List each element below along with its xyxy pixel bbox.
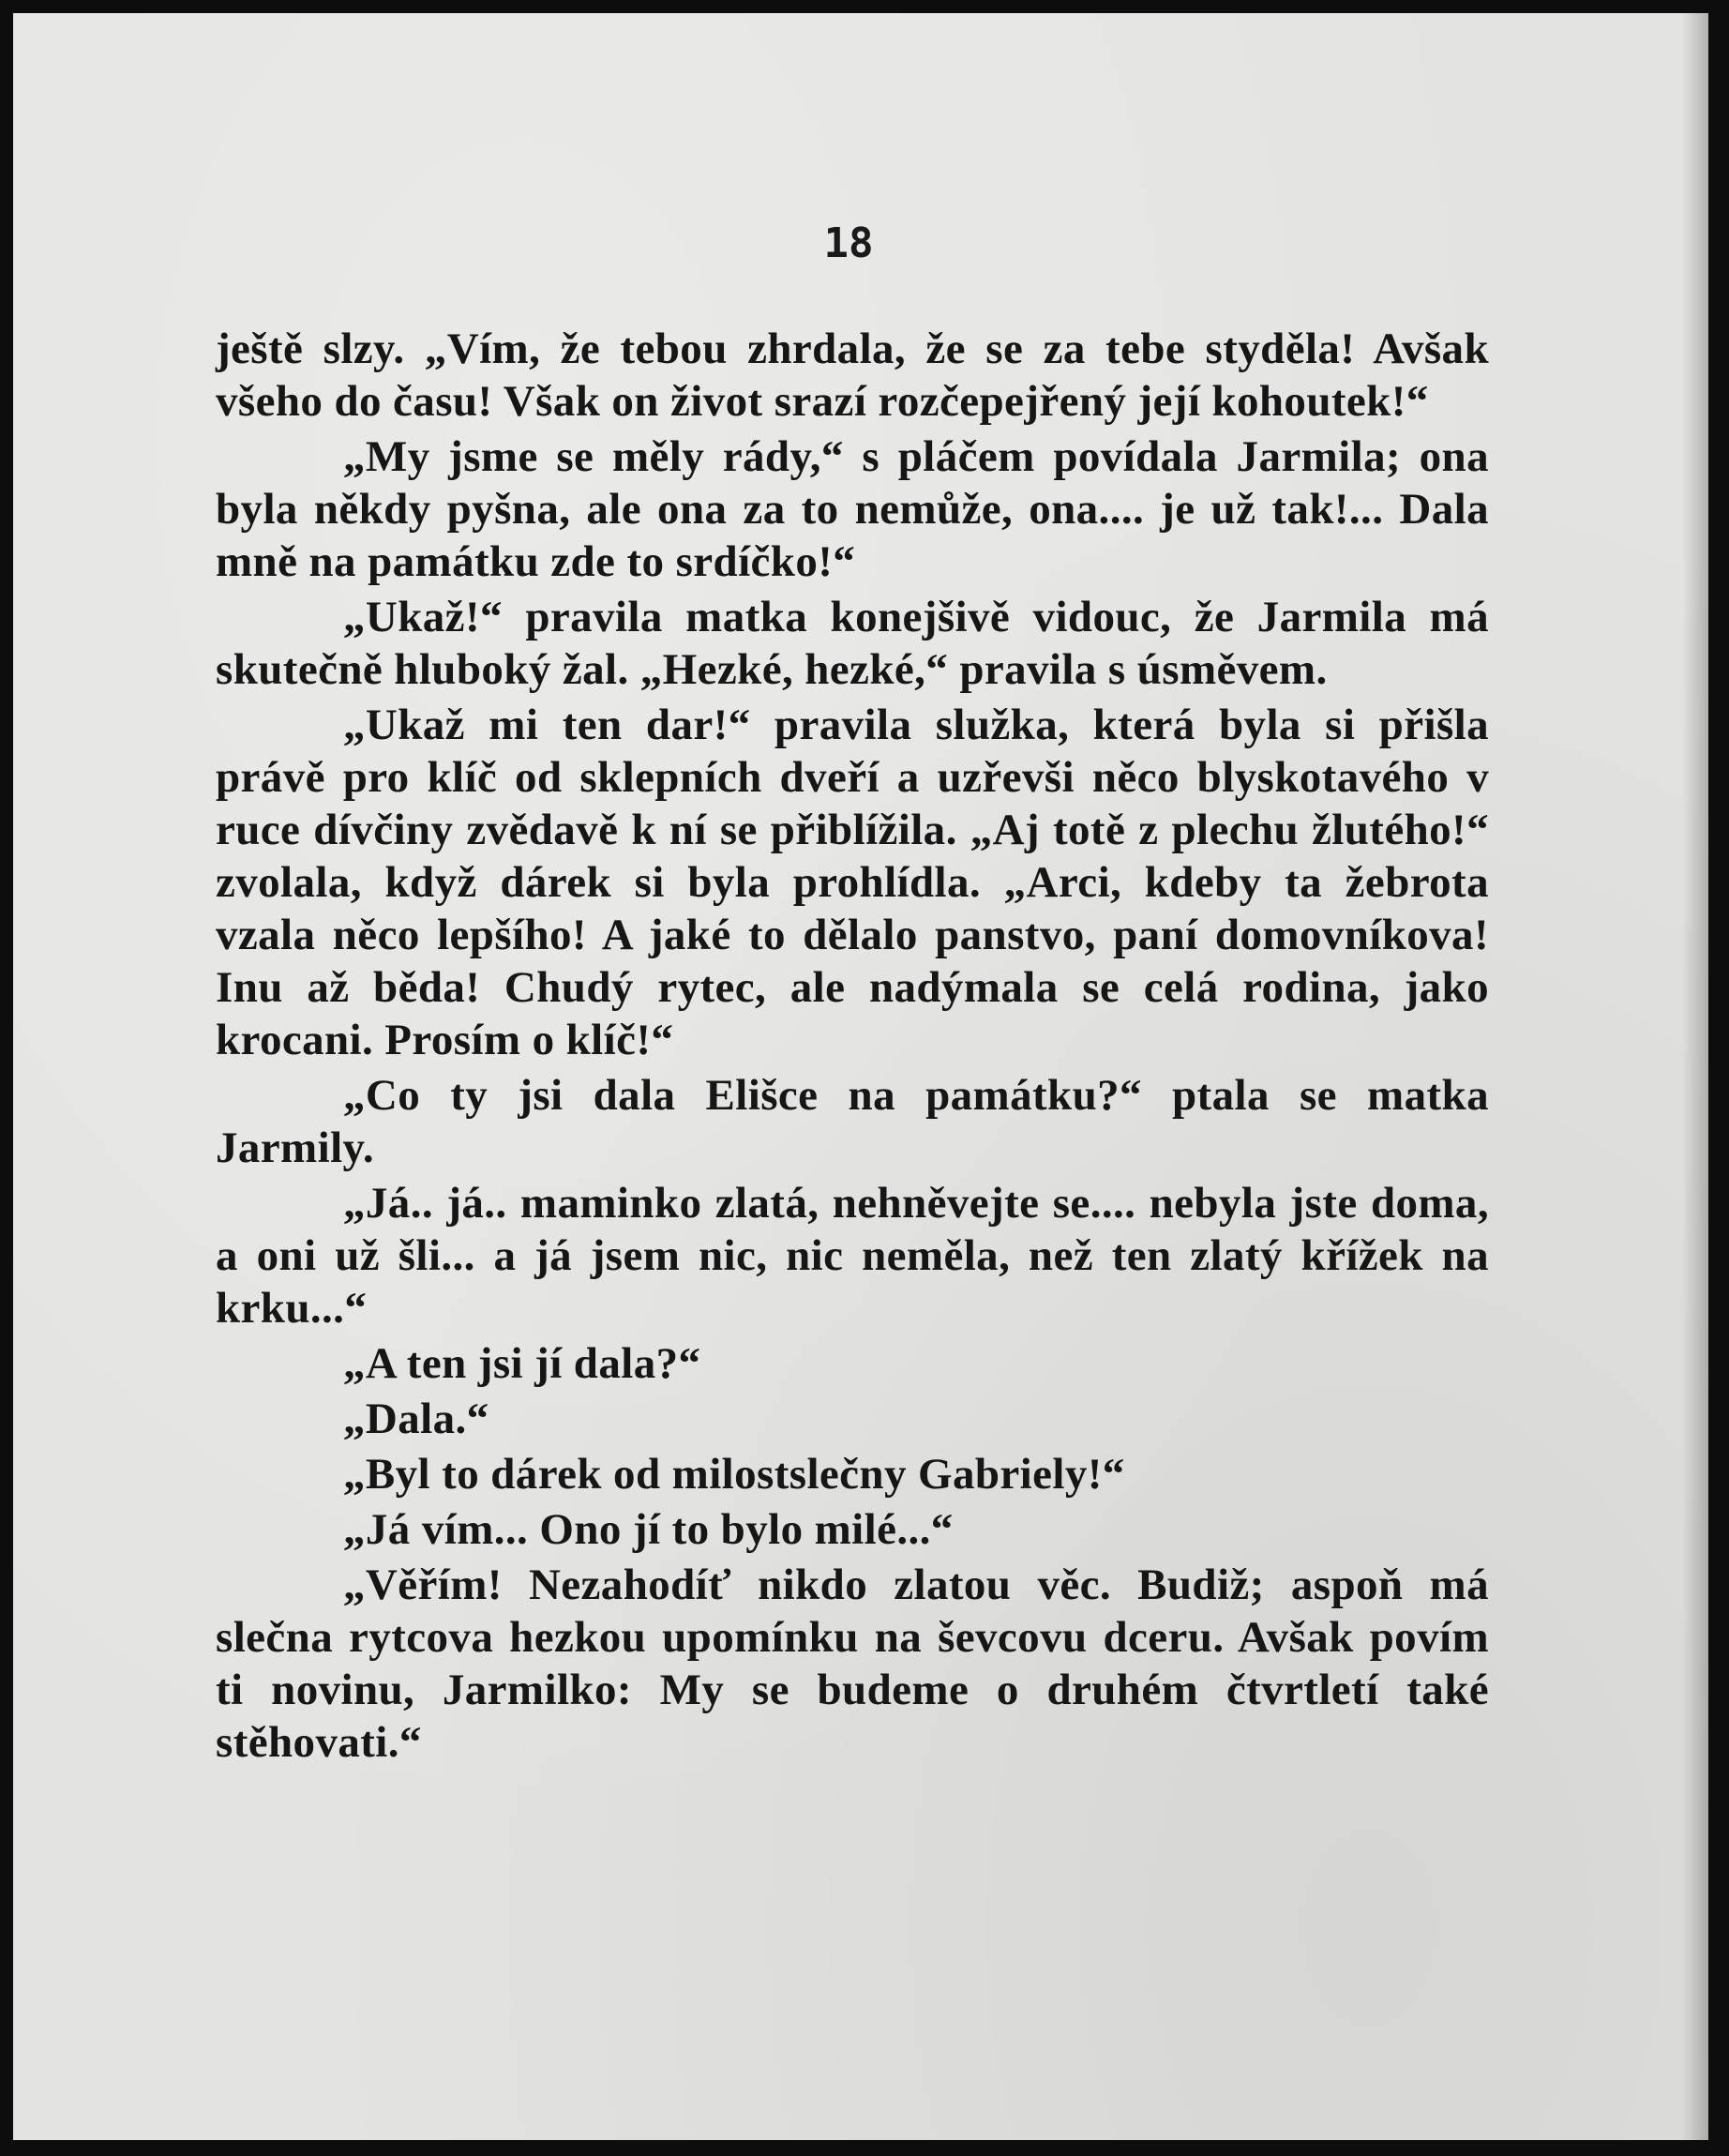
body-text <box>216 323 1489 1769</box>
paragraph-8: „Dala.“ <box>343 1395 489 1443</box>
paragraph-11: „Věřím! Nezahodíť nikdo zlatou věc. Budiž; aspoň má slečna rytcova hezkou upomínku na ševcovu dceru. Avšak povím ti novinu, Jarmilko: My se budeme o druhém čtvrtletí také stěhovati.“ <box>216 1560 1489 1767</box>
paragraph-4: „Ukaž mi ten dar!“ pravila služka, která byla si přišla právě pro klíč od sklepních dveří a uzřevši něco blyskotavého v ruce dívčiny zvědavě k ní se přiblížila. „Aj totě z plechu žlutého!“ zvolala, když dárek si byla prohlídla. „Arci, kdeby ta žebrota vzala něco lepšího! A jaké to dělalo panstvo, paní domovníkova! Inu až běda! Chudý rytec, ale nadýmala se celá rodina, jako krocani. Prosím o klíč!“ <box>216 701 1489 1064</box>
paragraph-2: „My jsme se měly rády,“ s pláčem povídala Jarmila; ona byla někdy pyšna, ale ona za to nemůže, ona.... je už tak!... Dala mně na památku zde to srdíčko!“ <box>216 432 1489 586</box>
paragraph-10: „Já vím... Ono jí to bylo milé...“ <box>343 1505 954 1554</box>
paragraph-3: „Ukaž!“ pravila matka konejšivě vidouc, že Jarmila má skutečně hluboký žal. „Hezké, hezké,“ pravila s úsměvem. <box>216 593 1489 694</box>
paragraph-7: „A ten jsi jí dala?“ <box>343 1339 701 1388</box>
paragraph-5: „Co ty jsi dala Elišce na památku?“ ptala se matka Jarmily. <box>216 1071 1489 1172</box>
paragraph-1: ještě slzy. „Vím, že tebou zhrdala, že se za tebe styděla! Avšak všeho do času! Však on život srazí rozčepejřený její kohoutek!“ <box>216 324 1489 426</box>
book-page <box>13 13 1708 2140</box>
page-number: 18 <box>823 219 874 267</box>
paragraph-6: „Já.. já.. maminko zlatá, nehněvejte se.... nebyla jste doma, a oni už šli... a já jsem nic, nic neměla, než ten zlatý křížek na krku...“ <box>216 1179 1489 1333</box>
page-edge-shadow <box>1682 13 1708 2140</box>
paragraph-9: „Byl to dárek od milostslečny Gabriely!“ <box>343 1450 1125 1499</box>
